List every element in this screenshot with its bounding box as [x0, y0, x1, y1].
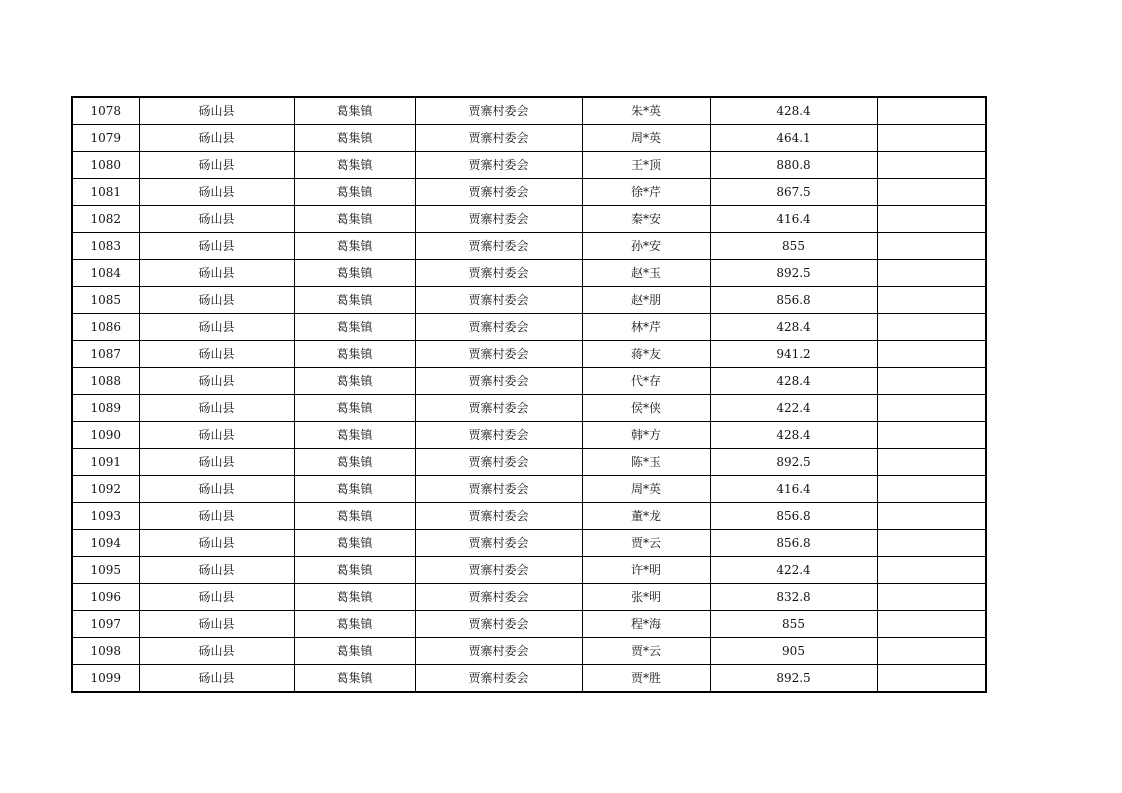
table-row — [72, 530, 986, 557]
row-number-cell: 1099 — [72, 665, 139, 693]
amount-cell: 855 — [710, 611, 877, 638]
town-cell: 葛集镇 — [294, 449, 415, 476]
county-cell: 砀山县 — [139, 665, 294, 693]
amount-cell: 905 — [710, 638, 877, 665]
county-cell: 砀山县 — [139, 584, 294, 611]
village-committee-cell: 贾寨村委会 — [415, 314, 582, 341]
village-committee-cell: 贾寨村委会 — [415, 152, 582, 179]
county-cell: 砀山县 — [139, 179, 294, 206]
table-row — [72, 314, 986, 341]
county-cell: 砀山县 — [139, 638, 294, 665]
town-cell: 葛集镇 — [294, 368, 415, 395]
table-row — [72, 665, 986, 693]
row-number-cell: 1080 — [72, 152, 139, 179]
name-cell: 许*明 — [582, 557, 710, 584]
note-cell — [877, 638, 986, 665]
town-cell: 葛集镇 — [294, 638, 415, 665]
amount-cell: 856.8 — [710, 503, 877, 530]
town-cell: 葛集镇 — [294, 260, 415, 287]
amount-cell: 422.4 — [710, 395, 877, 422]
table-row — [72, 503, 986, 530]
town-cell: 葛集镇 — [294, 584, 415, 611]
village-committee-cell: 贾寨村委会 — [415, 368, 582, 395]
town-cell: 葛集镇 — [294, 125, 415, 152]
name-cell: 韩*方 — [582, 422, 710, 449]
town-cell: 葛集镇 — [294, 503, 415, 530]
table-body — [72, 97, 986, 692]
town-cell: 葛集镇 — [294, 314, 415, 341]
village-committee-cell: 贾寨村委会 — [415, 503, 582, 530]
table-row — [72, 233, 986, 260]
table-row — [72, 341, 986, 368]
table-row — [72, 260, 986, 287]
note-cell — [877, 287, 986, 314]
note-cell — [877, 97, 986, 125]
row-number-cell: 1093 — [72, 503, 139, 530]
name-cell: 周*英 — [582, 476, 710, 503]
county-cell: 砀山县 — [139, 314, 294, 341]
note-cell — [877, 206, 986, 233]
town-cell: 葛集镇 — [294, 395, 415, 422]
note-cell — [877, 530, 986, 557]
table-row — [72, 395, 986, 422]
name-cell: 赵*玉 — [582, 260, 710, 287]
village-committee-cell: 贾寨村委会 — [415, 206, 582, 233]
table-row — [72, 638, 986, 665]
row-number-cell: 1084 — [72, 260, 139, 287]
town-cell: 葛集镇 — [294, 287, 415, 314]
note-cell — [877, 449, 986, 476]
amount-cell: 832.8 — [710, 584, 877, 611]
village-committee-cell: 贾寨村委会 — [415, 341, 582, 368]
note-cell — [877, 422, 986, 449]
county-cell: 砀山县 — [139, 97, 294, 125]
county-cell: 砀山县 — [139, 260, 294, 287]
note-cell — [877, 341, 986, 368]
town-cell: 葛集镇 — [294, 665, 415, 693]
amount-cell: 855 — [710, 233, 877, 260]
name-cell: 侯*侠 — [582, 395, 710, 422]
table-row — [72, 557, 986, 584]
note-cell — [877, 152, 986, 179]
row-number-cell: 1087 — [72, 341, 139, 368]
amount-cell: 856.8 — [710, 287, 877, 314]
county-cell: 砀山县 — [139, 395, 294, 422]
row-number-cell: 1089 — [72, 395, 139, 422]
town-cell: 葛集镇 — [294, 530, 415, 557]
county-cell: 砀山县 — [139, 449, 294, 476]
table-row — [72, 476, 986, 503]
town-cell: 葛集镇 — [294, 97, 415, 125]
village-committee-cell: 贾寨村委会 — [415, 530, 582, 557]
table-row — [72, 584, 986, 611]
amount-cell: 880.8 — [710, 152, 877, 179]
town-cell: 葛集镇 — [294, 476, 415, 503]
county-cell: 砀山县 — [139, 422, 294, 449]
row-number-cell: 1088 — [72, 368, 139, 395]
row-number-cell: 1092 — [72, 476, 139, 503]
town-cell: 葛集镇 — [294, 422, 415, 449]
table-row — [72, 422, 986, 449]
amount-cell: 464.1 — [710, 125, 877, 152]
note-cell — [877, 314, 986, 341]
town-cell: 葛集镇 — [294, 152, 415, 179]
row-number-cell: 1083 — [72, 233, 139, 260]
town-cell: 葛集镇 — [294, 206, 415, 233]
name-cell: 周*英 — [582, 125, 710, 152]
amount-cell: 867.5 — [710, 179, 877, 206]
table-row — [72, 368, 986, 395]
name-cell: 贾*胜 — [582, 665, 710, 693]
village-committee-cell: 贾寨村委会 — [415, 557, 582, 584]
county-cell: 砀山县 — [139, 233, 294, 260]
note-cell — [877, 665, 986, 693]
county-cell: 砀山县 — [139, 287, 294, 314]
name-cell: 朱*英 — [582, 97, 710, 125]
name-cell: 徐*芹 — [582, 179, 710, 206]
village-committee-cell: 贾寨村委会 — [415, 260, 582, 287]
village-committee-cell: 贾寨村委会 — [415, 584, 582, 611]
note-cell — [877, 395, 986, 422]
row-number-cell: 1095 — [72, 557, 139, 584]
note-cell — [877, 125, 986, 152]
village-committee-cell: 贾寨村委会 — [415, 638, 582, 665]
amount-cell: 892.5 — [710, 449, 877, 476]
row-number-cell: 1094 — [72, 530, 139, 557]
county-cell: 砀山县 — [139, 341, 294, 368]
town-cell: 葛集镇 — [294, 179, 415, 206]
village-committee-cell: 贾寨村委会 — [415, 179, 582, 206]
data-table — [71, 96, 987, 693]
town-cell: 葛集镇 — [294, 611, 415, 638]
town-cell: 葛集镇 — [294, 557, 415, 584]
note-cell — [877, 584, 986, 611]
note-cell — [877, 233, 986, 260]
village-committee-cell: 贾寨村委会 — [415, 125, 582, 152]
amount-cell: 941.2 — [710, 341, 877, 368]
amount-cell: 422.4 — [710, 557, 877, 584]
note-cell — [877, 476, 986, 503]
name-cell: 赵*朋 — [582, 287, 710, 314]
county-cell: 砀山县 — [139, 530, 294, 557]
table-row — [72, 206, 986, 233]
row-number-cell: 1082 — [72, 206, 139, 233]
county-cell: 砀山县 — [139, 503, 294, 530]
row-number-cell: 1085 — [72, 287, 139, 314]
table-row — [72, 611, 986, 638]
county-cell: 砀山县 — [139, 611, 294, 638]
amount-cell: 892.5 — [710, 665, 877, 693]
name-cell: 陈*玉 — [582, 449, 710, 476]
row-number-cell: 1091 — [72, 449, 139, 476]
note-cell — [877, 179, 986, 206]
amount-cell: 892.5 — [710, 260, 877, 287]
county-cell: 砀山县 — [139, 557, 294, 584]
row-number-cell: 1097 — [72, 611, 139, 638]
county-cell: 砀山县 — [139, 476, 294, 503]
amount-cell: 428.4 — [710, 97, 877, 125]
row-number-cell: 1096 — [72, 584, 139, 611]
county-cell: 砀山县 — [139, 125, 294, 152]
note-cell — [877, 260, 986, 287]
name-cell: 董*龙 — [582, 503, 710, 530]
amount-cell: 428.4 — [710, 314, 877, 341]
name-cell: 林*芹 — [582, 314, 710, 341]
town-cell: 葛集镇 — [294, 341, 415, 368]
row-number-cell: 1081 — [72, 179, 139, 206]
amount-cell: 416.4 — [710, 476, 877, 503]
town-cell: 葛集镇 — [294, 233, 415, 260]
village-committee-cell: 贾寨村委会 — [415, 422, 582, 449]
name-cell: 秦*安 — [582, 206, 710, 233]
row-number-cell: 1079 — [72, 125, 139, 152]
row-number-cell: 1098 — [72, 638, 139, 665]
note-cell — [877, 557, 986, 584]
row-number-cell: 1078 — [72, 97, 139, 125]
village-committee-cell: 贾寨村委会 — [415, 476, 582, 503]
table-row — [72, 125, 986, 152]
name-cell: 孙*安 — [582, 233, 710, 260]
row-number-cell: 1086 — [72, 314, 139, 341]
amount-cell: 428.4 — [710, 368, 877, 395]
note-cell — [877, 503, 986, 530]
name-cell: 张*明 — [582, 584, 710, 611]
county-cell: 砀山县 — [139, 152, 294, 179]
row-number-cell: 1090 — [72, 422, 139, 449]
table-row — [72, 152, 986, 179]
village-committee-cell: 贾寨村委会 — [415, 287, 582, 314]
table-row — [72, 287, 986, 314]
village-committee-cell: 贾寨村委会 — [415, 97, 582, 125]
village-committee-cell: 贾寨村委会 — [415, 611, 582, 638]
note-cell — [877, 611, 986, 638]
amount-cell: 856.8 — [710, 530, 877, 557]
amount-cell: 416.4 — [710, 206, 877, 233]
village-committee-cell: 贾寨村委会 — [415, 395, 582, 422]
county-cell: 砀山县 — [139, 206, 294, 233]
village-committee-cell: 贾寨村委会 — [415, 233, 582, 260]
name-cell: 王*顶 — [582, 152, 710, 179]
table-row — [72, 97, 986, 125]
table-row — [72, 179, 986, 206]
village-committee-cell: 贾寨村委会 — [415, 449, 582, 476]
name-cell: 贾*云 — [582, 638, 710, 665]
table-row — [72, 449, 986, 476]
name-cell: 贾*云 — [582, 530, 710, 557]
name-cell: 蒋*友 — [582, 341, 710, 368]
note-cell — [877, 368, 986, 395]
name-cell: 代*存 — [582, 368, 710, 395]
amount-cell: 428.4 — [710, 422, 877, 449]
village-committee-cell: 贾寨村委会 — [415, 665, 582, 693]
county-cell: 砀山县 — [139, 368, 294, 395]
name-cell: 程*海 — [582, 611, 710, 638]
